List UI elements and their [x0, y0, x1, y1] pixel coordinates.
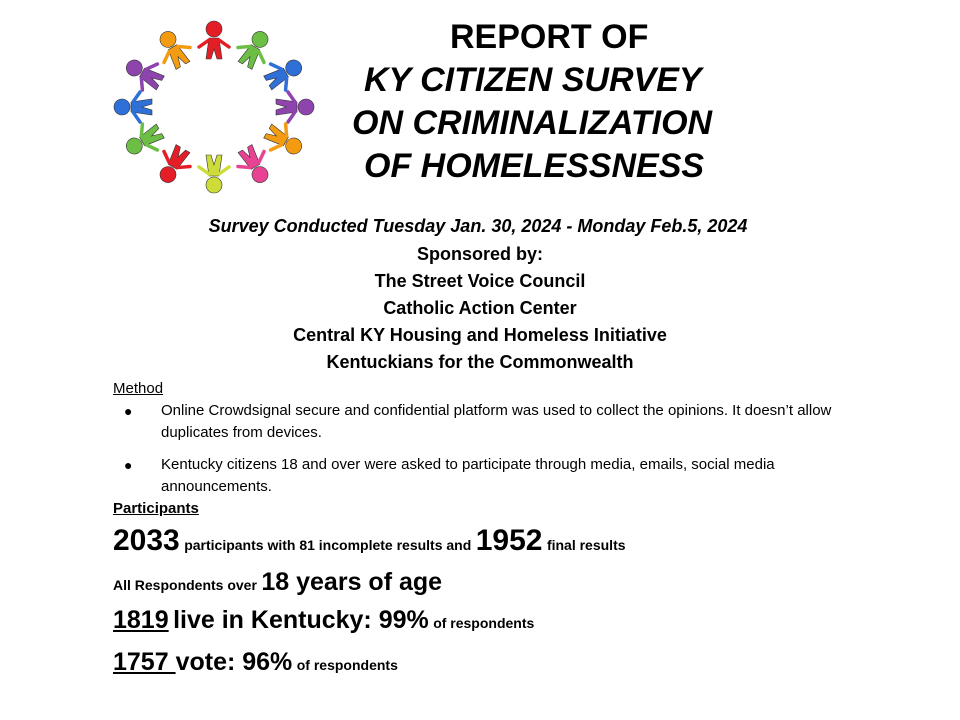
sponsor-kentuckians: Kentuckians for the Commonwealth	[326, 352, 634, 372]
method-heading: Method	[113, 380, 164, 397]
person-figure-icon	[199, 155, 229, 193]
vote-text: vote: 96%	[175, 648, 293, 676]
person-figure-icon	[260, 118, 308, 163]
title-line-2: KY CITIZEN SURVEY	[364, 61, 702, 99]
ky-suffix: of respondents	[433, 615, 535, 631]
ky-count: 1819	[113, 606, 169, 634]
bullet-dot-icon: ●	[124, 403, 133, 419]
title-line-3: ON CRIMINALIZATION	[352, 104, 713, 142]
person-figure-icon	[120, 51, 168, 96]
participants-total-line	[113, 524, 626, 558]
vote-suffix: of respondents	[296, 657, 398, 673]
final-count: 1952	[475, 524, 543, 557]
title-line-4: OF HOMELESSNESS	[364, 147, 705, 185]
vote-count: 1757	[113, 648, 176, 676]
total-count: 2033	[113, 524, 180, 557]
sponsored-label: Sponsored by:	[416, 244, 543, 264]
age-line	[113, 568, 442, 597]
sponsor-catholic-action: Catholic Action Center	[383, 298, 577, 318]
person-figure-icon	[276, 92, 314, 122]
age-label: All Respondents over	[113, 577, 257, 593]
age-value: 18 years of age	[261, 568, 443, 596]
method-bullet-text: Online Crowdsignal secure and confidential platform was used to collect the opinions. It doesn’t allow duplicates from devices.	[161, 402, 832, 441]
vote-line	[113, 648, 398, 677]
people-circle-logo	[108, 18, 320, 196]
person-figure-icon	[199, 21, 229, 59]
sponsor-central-ky: Central KY Housing and Homeless Initiative	[293, 325, 667, 345]
report-title	[340, 16, 760, 188]
person-figure-icon	[120, 118, 168, 163]
total-text: participants with 81 incomplete results and	[184, 537, 472, 553]
bullet-dot-icon: ●	[124, 457, 133, 473]
kentucky-line	[113, 606, 534, 635]
method-bullet-text: Kentucky citizens 18 and over were asked to participate through media, emails, social media announcements.	[161, 456, 775, 495]
sponsor-street-voice: The Street Voice Council	[374, 271, 586, 291]
person-figure-icon	[114, 92, 152, 122]
final-text: final results	[546, 537, 626, 553]
person-figure-icon	[260, 51, 308, 96]
title-line-1: REPORT OF	[450, 18, 649, 56]
participants-heading: Participants	[113, 500, 199, 517]
survey-dates: Survey Conducted Tuesday Jan. 30, 2024 - Monday Feb.5, 2024	[208, 216, 748, 236]
ky-text: live in Kentucky: 99%	[173, 606, 429, 634]
